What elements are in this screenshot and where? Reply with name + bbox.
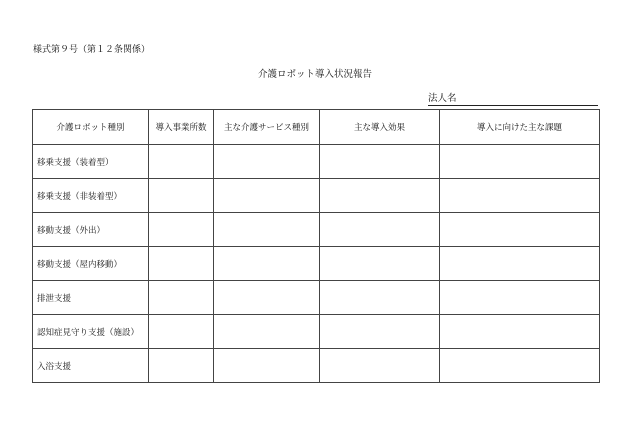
robot-type-cell: 入浴支援 [33,349,149,383]
robot-type-cell: 移乗支援（装着型） [33,145,149,179]
table-row [33,349,600,383]
service-type-cell[interactable] [214,247,320,281]
service-type-cell[interactable] [214,349,320,383]
issues-cell[interactable] [440,247,600,281]
effects-cell[interactable] [320,247,440,281]
table-row [33,213,600,247]
robot-type-cell: 排泄支援 [33,281,149,315]
service-type-cell[interactable] [214,315,320,349]
effects-cell[interactable] [320,315,440,349]
effects-cell[interactable] [320,213,440,247]
service-type-cell[interactable] [214,179,320,213]
effects-cell[interactable] [320,145,440,179]
effects-cell[interactable] [320,179,440,213]
facility-count-cell[interactable] [149,145,214,179]
header-robot-type: 介護ロボット種別 [33,110,149,145]
table-row [33,145,600,179]
issues-cell[interactable] [440,281,600,315]
effects-cell[interactable] [320,349,440,383]
service-type-cell[interactable] [214,281,320,315]
header-service-type: 主な介護サービス種別 [214,110,320,145]
header-facility-count: 導入事業所数 [149,110,214,145]
issues-cell[interactable] [440,213,600,247]
corporation-name-label: 法人名 [428,93,457,104]
service-type-cell[interactable] [214,145,320,179]
table-row [33,281,600,315]
facility-count-cell[interactable] [149,281,214,315]
header-effects: 主な導入効果 [320,110,440,145]
facility-count-cell[interactable] [149,247,214,281]
table-row [33,247,600,281]
document-title: 介護ロボット導入状況報告 [257,69,372,80]
issues-cell[interactable] [440,145,600,179]
issues-cell[interactable] [440,349,600,383]
facility-count-cell[interactable] [149,213,214,247]
facility-count-cell[interactable] [149,179,214,213]
robot-type-cell: 移乗支援（非装着型） [33,179,149,213]
issues-cell[interactable] [440,179,600,213]
header-row [33,110,600,145]
facility-count-cell[interactable] [149,315,214,349]
effects-cell[interactable] [320,281,440,315]
facility-count-cell[interactable] [149,349,214,383]
robot-type-cell: 移動支援（外出） [33,213,149,247]
corporation-name-field[interactable] [428,93,598,106]
header-issues: 導入に向けた主な課題 [440,110,600,145]
table-row [33,315,600,349]
issues-cell[interactable] [440,315,600,349]
robot-type-cell: 移動支援（屋内移動） [33,247,149,281]
robot-type-cell: 認知症見守り支援（施設） [33,315,149,349]
service-type-cell[interactable] [214,213,320,247]
table-row [33,179,600,213]
form-number: 様式第９号（第１２条関係） [33,45,151,55]
report-table [32,109,600,383]
